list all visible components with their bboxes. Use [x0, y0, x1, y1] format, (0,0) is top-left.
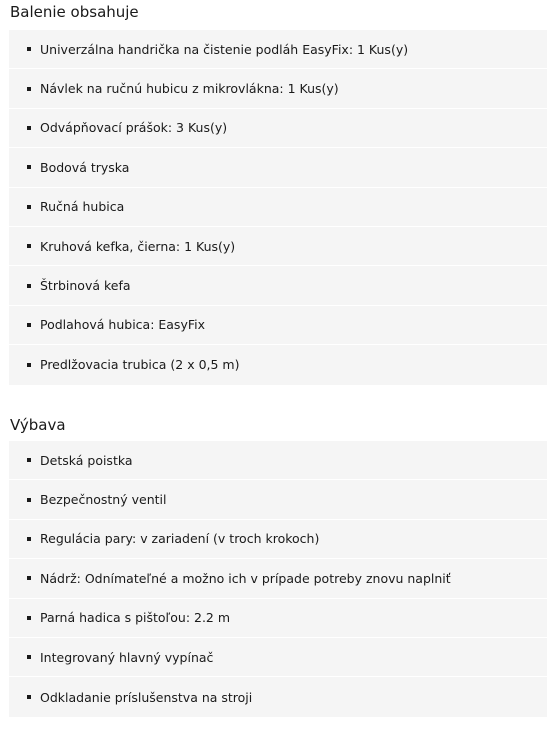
list-item-label: Parná hadica s pištoľou: 2.2 m: [40, 610, 231, 626]
list-item-label: Predlžovacia trubica (2 x 0,5 m): [40, 357, 240, 373]
list-item: [9, 520, 547, 559]
list-item-label: Integrovaný hlavný vypínač: [40, 649, 214, 665]
bullet-icon: [27, 284, 31, 288]
list-item: [9, 599, 547, 638]
bullet-icon: [27, 498, 31, 502]
list-item: [9, 345, 547, 384]
package-contents-list: [9, 30, 547, 385]
list-item: [9, 188, 547, 227]
list-item-label: Kruhová kefka, čierna: 1 Kus(y): [40, 238, 236, 254]
list-item-label: Návlek na ručnú hubicu z mikrovlákna: 1 Kus(y): [40, 81, 339, 97]
bullet-icon: [27, 205, 31, 209]
bullet-icon: [27, 323, 31, 327]
bullet-icon: [27, 244, 31, 248]
list-item-label: Nádrž: Odnímateľné a možno ich v prípade potreby znovu naplniť: [40, 570, 451, 586]
package-contents-section: [9, 2, 547, 385]
bullet-icon: [27, 576, 31, 580]
section-title-package-contents: Balenie obsahuje: [10, 3, 139, 21]
bullet-icon: [27, 458, 31, 462]
list-item: [9, 69, 547, 108]
list-item: [9, 30, 547, 69]
bullet-icon: [27, 616, 31, 620]
list-item: [9, 109, 547, 148]
bullet-icon: [27, 655, 31, 659]
bullet-icon: [27, 126, 31, 130]
list-item: [9, 480, 547, 519]
bullet-icon: [27, 87, 31, 91]
list-item-label: Bodová tryska: [40, 159, 130, 175]
bullet-icon: [27, 363, 31, 367]
section-title-features: Výbava: [10, 416, 66, 434]
list-item-label: Podlahová hubica: EasyFix: [40, 317, 205, 333]
list-item: [9, 148, 547, 187]
list-item: [9, 227, 547, 266]
list-item-label: Univerzálna handrička na čistenie podláh EasyFix: 1 Kus(y): [40, 41, 409, 57]
bullet-icon: [27, 47, 31, 51]
list-item-label: Ručná hubica: [40, 199, 125, 215]
list-item: [9, 638, 547, 677]
list-item-label: Detská poistka: [40, 452, 133, 468]
list-item-label: Bezpečnostný ventil: [40, 492, 167, 508]
bullet-icon: [27, 165, 31, 169]
list-item: [9, 266, 547, 305]
list-item: [9, 559, 547, 598]
list-item-label: Odkladanie príslušenstva na stroji: [40, 689, 253, 705]
bullet-icon: [27, 537, 31, 541]
list-item: [9, 677, 547, 716]
list-item-label: Štrbinová kefa: [40, 278, 131, 294]
list-item-label: Odvápňovací prášok: 3 Kus(y): [40, 120, 228, 136]
bullet-icon: [27, 695, 31, 699]
features-list: [9, 441, 547, 717]
list-item: [9, 306, 547, 345]
list-item: [9, 441, 547, 480]
features-section: [9, 415, 547, 717]
list-item-label: Regulácia pary: v zariadení (v troch krokoch): [40, 531, 320, 547]
